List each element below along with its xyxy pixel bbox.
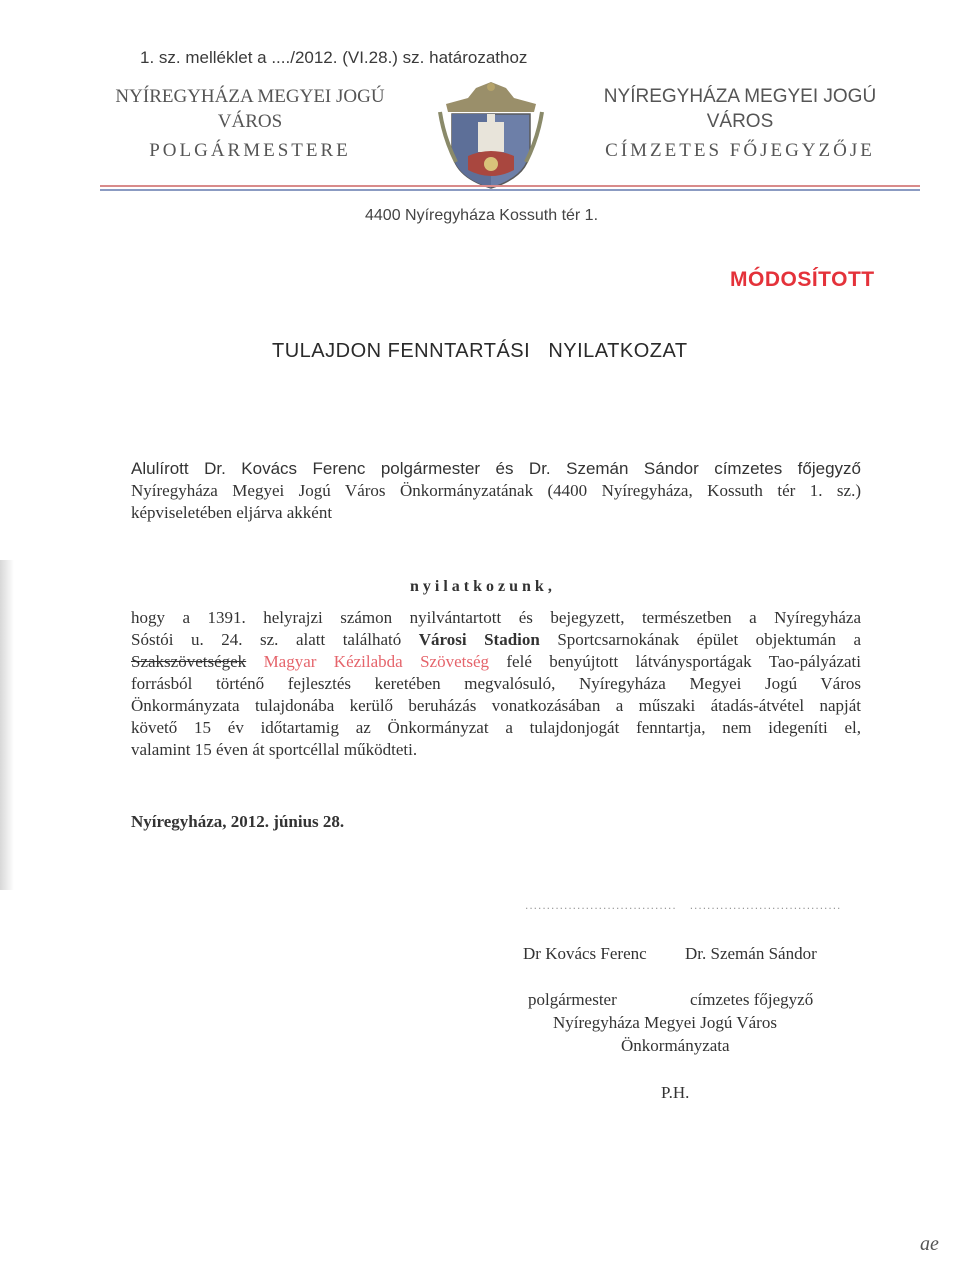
inserted-text: Magyar Kézilabda Szövetség (263, 652, 490, 671)
body-paragraph (131, 607, 861, 761)
body-text: Sóstói u. 24. sz. alatt található (131, 630, 419, 649)
organization-line1: Nyíregyháza Megyei Jogú Város (553, 1013, 777, 1032)
city-coat-of-arms-icon (438, 78, 544, 190)
intro-line: képviseletében eljárva akként (131, 503, 333, 522)
body-line (131, 629, 861, 651)
body-line: valamint 15 éven át sportcéllal működteti. (131, 740, 418, 759)
handwritten-initials: ae (920, 1233, 939, 1255)
organization-line2: Önkormányzata (621, 1036, 730, 1055)
signer-role-mayor: polgármester (528, 990, 617, 1009)
body-text: felé benyújtott látványsportágak Tao-pályázati (506, 652, 861, 671)
header-rule-red (100, 185, 920, 187)
mayor-office-line1: NYÍREGYHÁZA MEGYEI JOGÚ (115, 86, 385, 107)
body-line: forrásból történő fejlesztés keretében megvalósuló, Nyíregyháza Megyei Jogú Város (131, 674, 861, 693)
notary-office-line3: CÍMZETES FŐJEGYZŐJE (605, 140, 875, 161)
struck-text: Szakszövetségek (131, 652, 247, 671)
signer-role-notary: címzetes főjegyző (690, 990, 814, 1009)
intro-line: Nyíregyháza Megyei Jogú Város Önkormányzatának (4400 Nyíregyháza, Kossuth tér 1. sz.) (131, 481, 861, 500)
notary-office-line1: NYÍREGYHÁZA MEGYEI JOGÚ (603, 86, 877, 107)
notary-office-line2: VÁROS (706, 111, 774, 132)
body-line: követő 15 év időtartamig az Önkormányzat a tulajdonjogát fenntartja, nem idegeníti el, (131, 718, 861, 737)
intro-line: Alulírott Dr. Kovács Ferenc polgármester és Dr. Szemán Sándor címzetes főjegyző (131, 459, 861, 478)
seal-placeholder: P.H. (661, 1083, 690, 1102)
document-title: TULAJDON FENNTARTÁSI NYILATKOZAT (272, 340, 688, 362)
mayor-office-line3: POLGÁRMESTERE (149, 140, 351, 161)
modified-stamp: MÓDOSÍTOTT (730, 268, 875, 291)
place-and-date: Nyíregyháza, 2012. június 28. (131, 812, 345, 831)
header-rule-blue (100, 189, 920, 191)
body-line (131, 651, 861, 673)
intro-paragraph (131, 458, 861, 524)
signer-name-mayor: Dr Kovács Ferenc (523, 944, 647, 963)
declaration-word: nyilatkozunk, (410, 578, 556, 595)
body-line: Önkormányzata tulajdonába kerülő beruházás vonatkozásában a műszaki átadás-átvétel napját (131, 696, 861, 715)
office-address: 4400 Nyíregyháza Kossuth tér 1. (365, 207, 599, 224)
annex-reference: 1. sz. melléklet a ..../2012. (VI.28.) sz. határozathoz (140, 48, 528, 67)
body-line: hogy a 1391. helyrajzi számon nyilvántartott és bejegyzett, természetben a Nyíregyháza (131, 608, 861, 627)
stadion-name: Városi Stadion (418, 630, 540, 649)
body-text: Sportcsarnokának épület objektumán a (539, 630, 861, 649)
scan-edge-shadow (0, 560, 14, 890)
mayor-office-line2: VÁROS (217, 111, 283, 132)
signature-lines: ................................... ................................... (525, 898, 842, 912)
signer-name-notary: Dr. Szemán Sándor (685, 944, 817, 963)
